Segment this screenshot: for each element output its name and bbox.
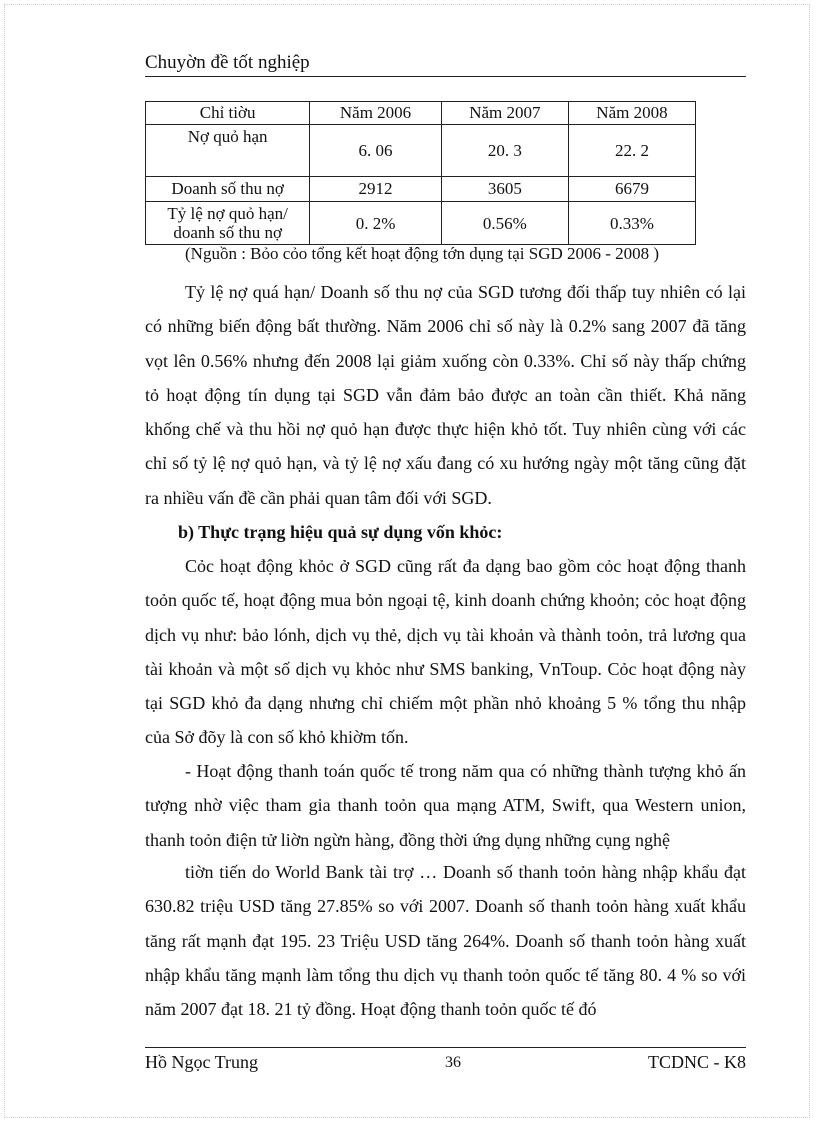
footer-author: Hồ Ngọc Trung <box>145 1052 259 1072</box>
table-header-row <box>146 102 696 125</box>
table-row-label <box>146 202 310 245</box>
table-cell: 20. 3 <box>441 125 568 177</box>
page-footer <box>145 1047 746 1072</box>
table-cell: 6. 06 <box>310 125 442 177</box>
table-row-label: Doanh số thu nợ <box>146 177 310 202</box>
table-header-cell: Năm 2006 <box>310 102 442 125</box>
table-row <box>146 177 696 202</box>
paragraph-overdue-ratio: Tỷ lệ nợ quá hạn/ Doanh số thu nợ của SGD tương đối thấp tuy nhiên có lại có những biến động bất thường. Năm 2006 chỉ số này là 0.2% sang 2007 đã tăng vọt lên 0.56% nhưng đến 2008 lại giảm xuống còn 0.33%. Chỉ số này thấp chứng tỏ hoạt động tín dụng tại SGD vẫn đảm bảo được an toàn cần thiết. Khả năng khống chế và thu hồi nợ quỏ hạn được thực hiện khỏ tốt. Tuy nhiên cùng với các chỉ số tỷ lệ nợ quỏ hạn, và tỷ lệ nợ xấu đang có xu hướng ngày một tăng cũng đặt ra nhiều vấn đề cần phải quan tâm đối với SGD. <box>145 282 746 508</box>
paragraph-other-activities: Cỏc hoạt động khỏc ở SGD cũng rất đa dạng bao gồm cỏc hoạt động thanh toỏn quốc tế, hoạt động mua bỏn ngoại tệ, kinh doanh chứng khoỏn; cỏc hoạt động dịch vụ như: bảo lónh, dịch vụ thẻ, dịch vụ tài khoản và thành toỏn, trả lương qua tài khoản và một số dịch vụ khỏc như SMS banking, VnToup. Cỏc hoạt động này tại SGD khỏ đa dạng nhưng chỉ chiếm một phần nhỏ khoảng 5 % tổng thu nhập của Sở đõy là con số khỏ khiờm tốn. <box>145 556 746 748</box>
table-row <box>146 125 696 177</box>
table-cell: 0.56% <box>441 202 568 245</box>
row-label-line: doanh số thu nợ <box>173 223 282 242</box>
table-row <box>146 202 696 245</box>
page-number: 36 <box>445 1054 461 1071</box>
table-cell: 2912 <box>310 177 442 202</box>
table-row-label: Nợ quỏ hạn <box>146 125 310 177</box>
header-title: Chuyờn đề tốt nghiệp <box>145 52 310 73</box>
table-cell: 0. 2% <box>310 202 442 245</box>
paragraph-payment-revenue: tiờn tiến do World Bank tài trợ … Doanh số thanh toỏn hàng nhập khẩu đạt 630.82 triệu USD tăng 27.85% so với 2007. Doanh số thanh toỏn hàng xuất khẩu tăng rất mạnh đạt 195. 23 Triệu USD tăng 264%. Doanh số thanh toỏn hàng xuất nhập khẩu tăng mạnh làm tổng thu dịch vụ thanh toỏn quốc tế tăng 80. 4 % so với năm 2007 đạt 18. 21 tỷ đồng. Hoạt động thanh toỏn quốc tế đó <box>145 862 746 1020</box>
table-header-cell: Năm 2007 <box>441 102 568 125</box>
table-cell: 3605 <box>441 177 568 202</box>
table-source-note: (Nguồn : Bỏo cỏo tổng kết hoạt động tớn dụng tại SGD 2006 - 2008 ) <box>185 244 660 263</box>
page-header <box>145 52 746 77</box>
section-heading: b) Thực trạng hiệu quả sự dụng vốn khỏc: <box>178 522 503 542</box>
paragraph-international-payment: - Hoạt động thanh toán quốc tế trong năm qua có những thành tượng khỏ ấn tượng nhờ việc tham gia thanh toỏn qua mạng ATM, Swift, qua Western union, thanh toỏn điện tử liờn ngừn hàng, đồng thời ứng dụng những cụng nghệ <box>145 761 746 850</box>
footer-class-code: TCDNC - K8 <box>648 1052 746 1072</box>
row-label-line: Tỷ lệ nợ quỏ hạn/ <box>167 204 288 223</box>
table-header-cell: Chỉ tiờu <box>146 102 310 125</box>
table-cell: 22. 2 <box>568 125 695 177</box>
table-cell: 0.33% <box>568 202 695 245</box>
stats-table <box>145 101 696 245</box>
table-header-cell: Năm 2008 <box>568 102 695 125</box>
table-cell: 6679 <box>568 177 695 202</box>
